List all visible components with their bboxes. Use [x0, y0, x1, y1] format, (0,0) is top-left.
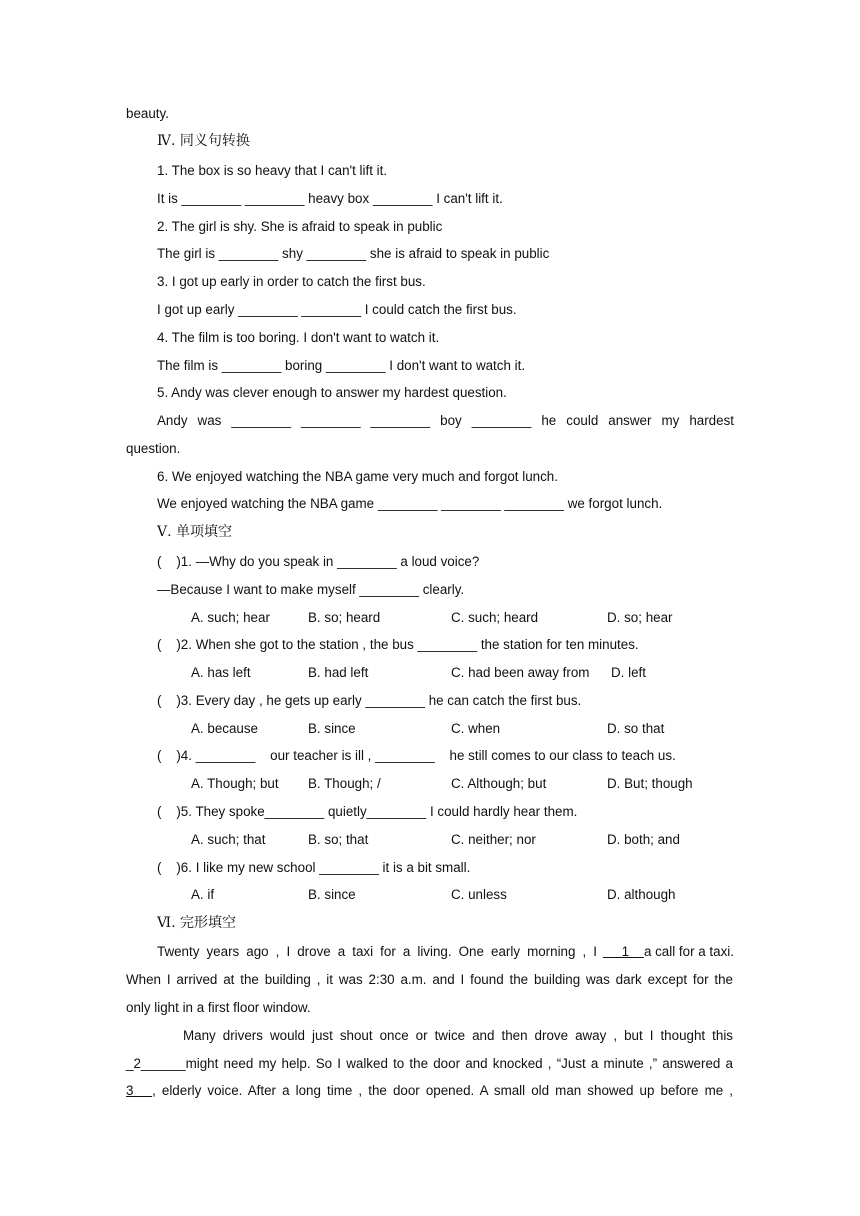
paragraph-text: Twenty years ago , I drove a taxi for a living. One early morning , I: [157, 944, 597, 959]
s4-line: 2. The girl is shy. She is afraid to speak in public: [157, 219, 443, 234]
option-c: C. such; heard: [451, 610, 539, 625]
option-d: D. But; though: [607, 776, 693, 791]
option-c: C. unless: [451, 887, 507, 902]
paragraph-text: might need my help. So I walked to the door and knocked , “Just a minute ,” answered a: [185, 1056, 733, 1071]
option-c: C. neither; nor: [451, 832, 536, 847]
paragraph-1-line-2: When I arrived at the building , it was 2:30 a.m. and I found the building was dark except for the: [126, 972, 733, 987]
top-fragment: beauty.: [126, 106, 169, 121]
option-a: A. Though; but: [191, 776, 279, 791]
option-d: D. so; hear: [607, 610, 673, 625]
option-a: A. such; hear: [191, 610, 270, 625]
option-d: D. so that: [607, 721, 665, 736]
s4-line: 5. Andy was clever enough to answer my hardest question.: [157, 385, 507, 400]
blank-1: [597, 942, 644, 962]
s4-line: We enjoyed watching the NBA game ________ ________ ________ we forgot lunch.: [157, 496, 663, 511]
paragraph-text: , elderly voice. After a long time , the door opened. A small old man showed up before me ,: [152, 1083, 733, 1098]
option-c: C. had been away from: [451, 665, 590, 680]
option-c: C. Although; but: [451, 776, 547, 791]
option-d: D. although: [607, 887, 676, 902]
question-stem: ( )3. Every day , he gets up early ________ he can catch the first bus.: [157, 693, 582, 708]
question-stem: ( )2. When she got to the station , the bus ________ the station for ten minutes.: [157, 637, 639, 652]
paragraph-1-line-3: only light in a first floor window.: [126, 1000, 311, 1015]
option-a: A. if: [191, 887, 215, 902]
option-a: A. has left: [191, 665, 251, 680]
question-stem: ( )1. —Why do you speak in ________ a loud voice?: [157, 554, 480, 569]
s4-line: It is ________ ________ heavy box ________ I can't lift it.: [157, 191, 503, 206]
s4-line: The girl is ________ shy ________ she is afraid to speak in public: [157, 246, 550, 261]
question-extra: —Because I want to make myself ________ clearly.: [157, 582, 465, 597]
question-stem: ( )6. I like my new school ________ it is a bit small.: [157, 860, 471, 875]
blank-number: 1: [603, 944, 644, 959]
s4-line: 6. We enjoyed watching the NBA game very much and forgot lunch.: [157, 469, 558, 484]
option-c: C. when: [451, 721, 501, 736]
option-b: B. Though; /: [308, 776, 381, 791]
s4-line: Andy was ________ ________ ________ boy ________ he could answer my hardest: [157, 413, 734, 428]
s4-line: 3. I got up early in order to catch the first bus.: [157, 274, 426, 289]
s4-line: 1. The box is so heavy that I can't lift it.: [157, 163, 388, 178]
paragraph-2-line-1: Many drivers would just shout once or twice and then drove away , but I thought this: [183, 1028, 733, 1043]
section-6-heading: Ⅵ. 完形填空: [157, 915, 236, 931]
option-b: B. since: [308, 721, 356, 736]
option-b: B. so; that: [308, 832, 369, 847]
option-a: A. because: [191, 721, 258, 736]
question-stem: ( )5. They spoke________ quietly________ I could hardly hear them.: [157, 804, 578, 819]
s4-line: The film is ________ boring ________ I don't want to watch it.: [157, 358, 526, 373]
blank-2: _2______: [126, 1056, 186, 1071]
option-d: D. both; and: [607, 832, 680, 847]
paragraph-2-line-2: [126, 1054, 733, 1074]
s4-line: 4. The film is too boring. I don't want to watch it.: [157, 330, 440, 345]
question-stem: ( )4. ________ our teacher is ill , ________ he still comes to our class to teach us.: [157, 748, 676, 763]
section-4-heading: Ⅳ. 同义句转换: [157, 133, 250, 149]
s4-line: I got up early ________ ________ I could catch the first bus.: [157, 302, 517, 317]
paragraph-text: a call for a taxi.: [643, 944, 734, 959]
option-b: B. had left: [308, 665, 369, 680]
option-b: B. since: [308, 887, 356, 902]
option-d: D. left: [611, 665, 646, 680]
paragraph-2-line-3: [126, 1081, 733, 1101]
paragraph-1-line-1: [157, 942, 734, 962]
s4-line: question.: [126, 441, 181, 456]
section-5-heading: Ⅴ. 单项填空: [157, 524, 233, 540]
option-a: A. such; that: [191, 832, 266, 847]
option-b: B. so; heard: [308, 610, 381, 625]
blank-3: 3: [126, 1083, 153, 1098]
